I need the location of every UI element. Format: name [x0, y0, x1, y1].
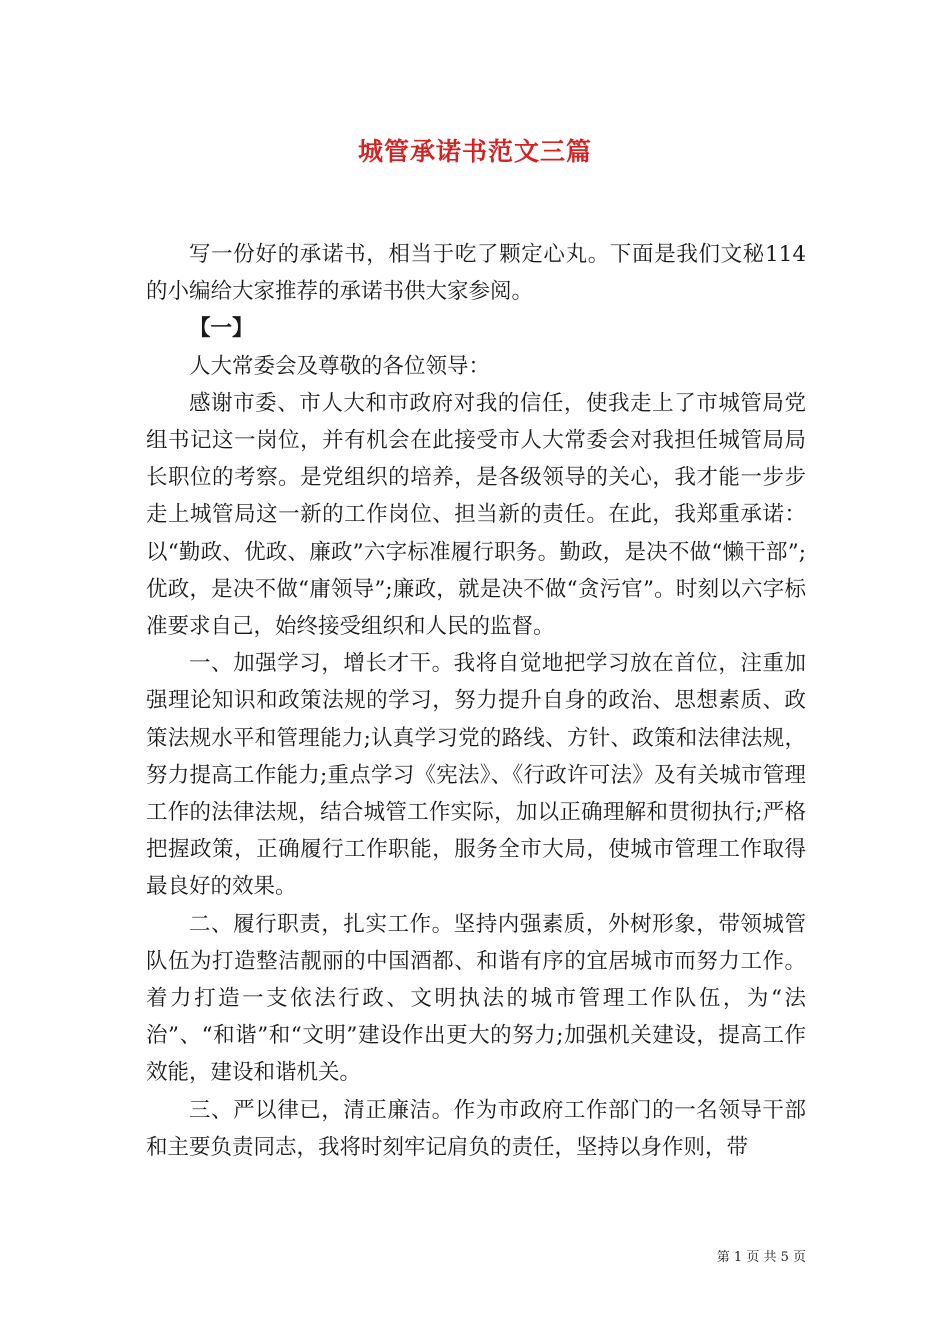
salutation: 人大常委会及尊敬的各位领导： [189, 353, 491, 379]
body-paragraph: 感谢市委、市人大和市政府对我的信任，使我走上了市城管局党组书记这一岗位，并有机会在此接受市人大常委会对我担任城管局局长职位的考察。是党组织的培养，是各级领导的关心，我才能一步步走上城管局这一新的工作岗位、担当新的责任。在此，我郑重承诺：以“勤政、优政、廉政”六字标准履行职务。勤政，是决不做“懒干部”;优政，是决不做“庸领导”;廉政，就是决不做“贪污官”。时刻以六字标准要求自己，始终接受组织和人民的监督。 [146, 390, 806, 640]
page-number: 第 1 页 共 5 页 [716, 1250, 806, 1265]
document-title: 城管承诺书范文三篇 [357, 137, 592, 166]
body-paragraph: 一、加强学习，增长才干。我将自觉地把学习放在首位，注重加强理论知识和政策法规的学习，努力提升自身的政治、思想素质、政策法规水平和管理能力;认真学习党的路线、方针、政策和法律法规，努力提高工作能力;重点学习《宪法》、《行政许可法》及有关城市管理工作的法律法规，结合城管工作实际，加以正确理解和贯彻执行;严格把握政策，正确履行工作职能，服务全市大局，使城市管理工作取得最良好的效果。 [146, 651, 806, 900]
section-marker: 【一】 [189, 316, 254, 342]
intro-paragraph: 写一份好的承诺书，相当于吃了颗定心丸。下面是我们文秘114的小编给大家推荐的承诺书供大家参阅。 [146, 242, 806, 305]
body-paragraph: 二、履行职责，扎实工作。坚持内强素质，外树形象，带领城管队伍为打造整洁靓丽的中国酒都、和谐有序的宜居城市而努力工作。着力打造一支依法行政、文明执法的城市管理工作队伍，为“法治”、“和谐”和“文明”建设作出更大的努力;加强机关建设，提高工作效能，建设和谐机关。 [146, 911, 806, 1086]
body-paragraph: 三、严以律已，清正廉洁。作为市政府工作部门的一名领导干部和主要负责同志，我将时刻牢记肩负的责任，坚持以身作则，带 [146, 1097, 806, 1160]
document-body [146, 236, 806, 1166]
